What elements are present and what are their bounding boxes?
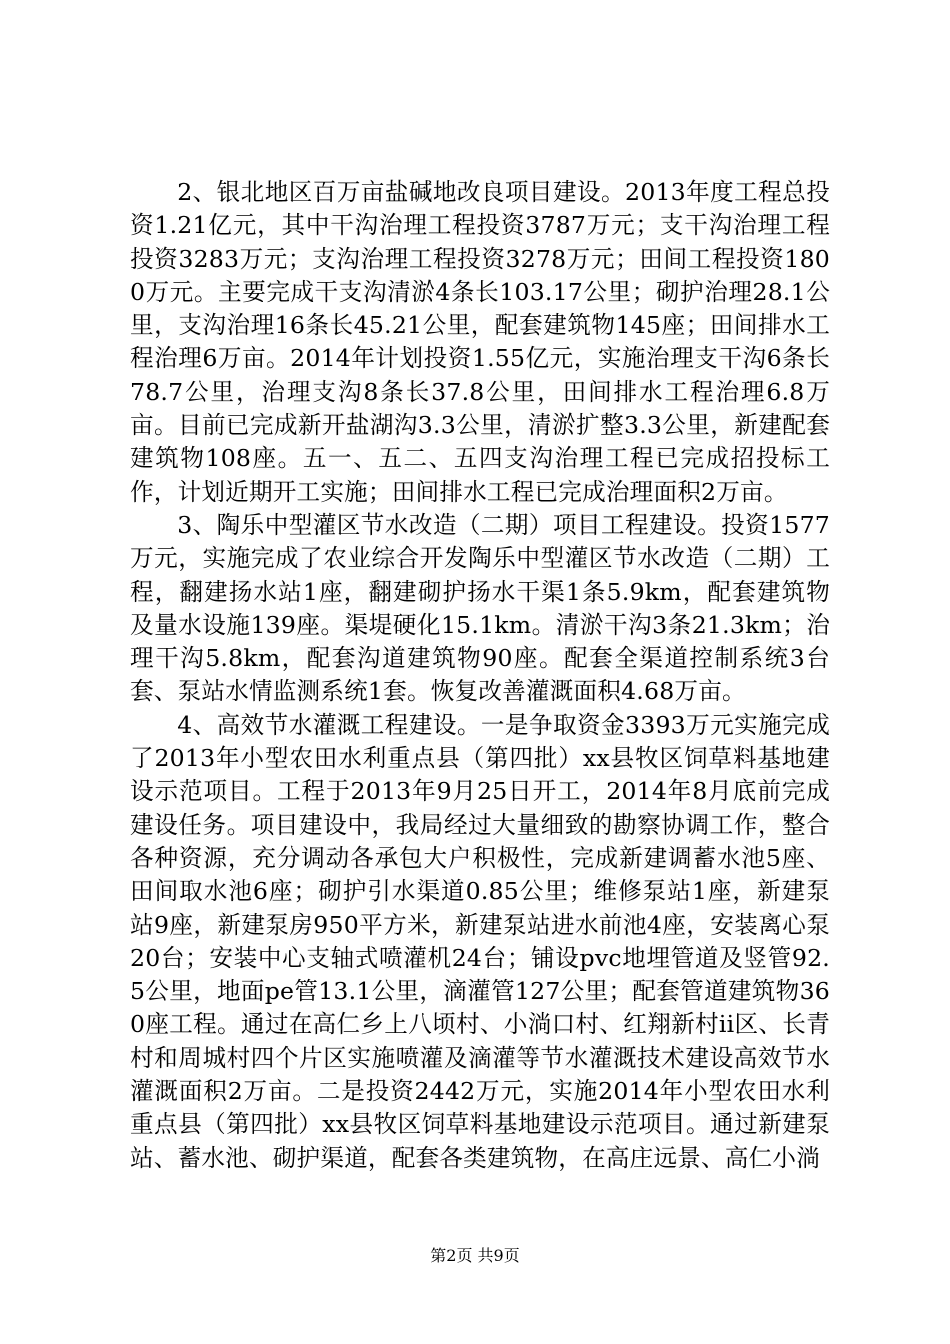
paragraph-project-2: 2、银北地区百万亩盐碱地改良项目建设。2013年度工程总投资1.21亿元，其中干沟治理工程投资3787万元；支干沟治理工程投资3283万元；支沟治理工程投资3278万元；田间工程投资1800万元。主要完成干支沟清淤4条长103.17公里；砌护治理28.1公里，支沟治理16条长45.21公里，配套建筑物145座；田间排水工程治理6万亩。2014年计划投资1.55亿元，实施治理支干沟6条长78.7公里，治理支沟8条长37.8公里，田间排水工程治理6.8万亩。目前已完成新开盐湖沟3.3公里，清淤扩整3.3公里，新建配套建筑物108座。五一、五二、五四支沟治理工程已完成招投标工作，计划近期开工实施；田间排水工程已完成治理面积2万亩。 xyxy=(130,178,830,506)
document-body xyxy=(130,176,830,1175)
paragraph-project-4: 4、高效节水灌溉工程建设。一是争取资金3393万元实施完成了2013年小型农田水利重点县（第四批）xx县牧区饲草料基地建设示范项目。工程于2013年9月25日开工，2014年8月底前完成建设任务。项目建设中，我局经过大量细致的勘察协调工作，整合各种资源，充分调动各承包大户积极性，完成新建调蓄水池5座、田间取水池6座；砌护引水渠道0.85公里；维修泵站1座，新建泵站9座，新建泵房950平方米，新建泵站进水前池4座，安装离心泵20台；安装中心支轴式喷灌机24台；铺设pvc地埋管道及竖管92.5公里，地面pe管13.1公里，滴灌管127公里；配套管道建筑物360座工程。通过在高仁乡上八顷村、小淌口村、红翔新村ii区、长青村和周城村四个片区实施喷灌及滴灌等节水灌溉技术建设高效节水灌溉面积2万亩。二是投资2442万元，实施2014年小型农田水利重点县（第四批）xx县牧区饲草料基地建设示范项目。通过新建泵站、蓄水池、砌护渠道，配套各类建筑物，在高庄远景、高仁小淌 xyxy=(130,710,830,1172)
paragraph-project-3: 3、陶乐中型灌区节水改造（二期）项目工程建设。投资1577万元，实施完成了农业综合开发陶乐中型灌区节水改造（二期）工程，翻建扬水站1座，翻建砌护扬水干渠1条5.9km，配套建筑物及量水设施139座。渠堤硬化15.1km。清淤干沟3条21.3km；治理干沟5.8km，配套沟道建筑物90座。配套全渠道控制系统3台套、泵站水情监测系统1套。恢复改善灌溉面积4.68万亩。 xyxy=(130,510,830,706)
page-number: 第2页 共9页 xyxy=(430,1246,520,1265)
